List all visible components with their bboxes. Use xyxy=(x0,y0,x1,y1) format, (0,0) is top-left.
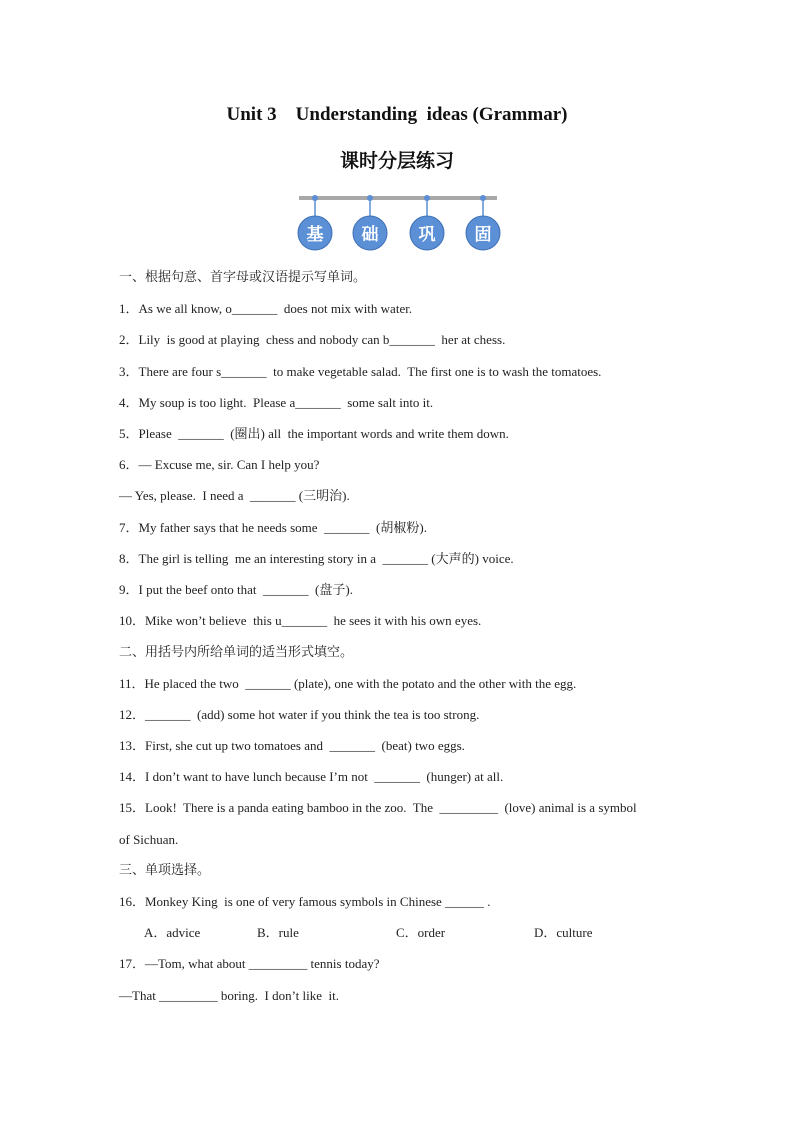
option-16-a: A．advice xyxy=(144,925,201,940)
question-11: 11．He placed the two _______ (plate), one with the potato and the other with the egg. xyxy=(119,676,577,691)
section-heading-1: 一、根据句意、首字母或汉语提示写单词。 xyxy=(119,270,367,285)
question-6: 6．— Excuse me, sir. Can I help you? xyxy=(119,457,320,472)
question-13: 13．First, she cut up two tomatoes and _______ (beat) two eggs. xyxy=(119,738,465,753)
question-8: 8．The girl is telling me an interesting story in a _______ (大声的) voice. xyxy=(119,551,514,566)
badge-gong xyxy=(410,195,444,250)
option-16-b: B．rule xyxy=(257,925,299,940)
badge-gu xyxy=(466,195,500,250)
badge-ji xyxy=(298,195,332,250)
section-heading-2: 二、用括号内所给单词的适当形式填空。 xyxy=(119,645,354,660)
option-16-c: C．order xyxy=(396,925,446,940)
question-10: 10．Mike won’t believe this u_______ he sees it with his own eyes. xyxy=(119,613,482,628)
question-9: 9．I put the beef onto that _______ (盘子). xyxy=(119,582,353,597)
badge-gong-label: 巩 xyxy=(418,225,436,245)
page-subtitle: 课时分层练习 xyxy=(339,150,454,172)
question-1: 1．As we all know, o_______ does not mix with water. xyxy=(119,301,413,316)
question-4: 4．My soup is too light. Please a_______ some salt into it. xyxy=(119,395,434,410)
question-7: 7．My father says that he needs some _______ (胡椒粉). xyxy=(119,520,427,535)
option-16-d: D．culture xyxy=(534,925,593,940)
question-14: 14．I don’t want to have lunch because I’m not _______ (hunger) at all. xyxy=(119,769,504,784)
question-15: 15．Look! There is a panda eating bamboo in the zoo. The _________ (love) animal is a symbol xyxy=(119,800,637,815)
question-5: 5．Please _______ (圈出) all the important words and write them down. xyxy=(119,426,509,441)
question-6-reply: — Yes, please. I need a _______ (三明治). xyxy=(119,488,350,503)
section-heading-3: 三、单项选择。 xyxy=(119,863,211,878)
badge-gu-label: 固 xyxy=(474,225,492,245)
question-17-reply: —That _________ boring. I don’t like it. xyxy=(119,988,340,1003)
question-2: 2．Lily is good at playing chess and nobody can b_______ her at chess. xyxy=(119,332,506,347)
question-17: 17．—Tom, what about _________ tennis today? xyxy=(119,956,380,971)
question-12: 12．_______ (add) some hot water if you think the tea is too strong. xyxy=(119,707,480,722)
question-15-cont: of Sichuan. xyxy=(119,832,179,847)
badge-chu-label: 础 xyxy=(361,225,379,245)
section-badges xyxy=(294,192,504,254)
page-title: Unit 3 Understanding ideas (Grammar) xyxy=(226,104,568,125)
badge-chu xyxy=(353,195,387,250)
question-3: 3．There are four s_______ to make vegetable salad. The first one is to wash the tomatoes. xyxy=(119,364,602,379)
question-16: 16．Monkey King is one of very famous symbols in Chinese ______ . xyxy=(119,894,491,909)
badge-ji-label: 基 xyxy=(306,225,324,245)
badge-rail xyxy=(299,196,497,200)
